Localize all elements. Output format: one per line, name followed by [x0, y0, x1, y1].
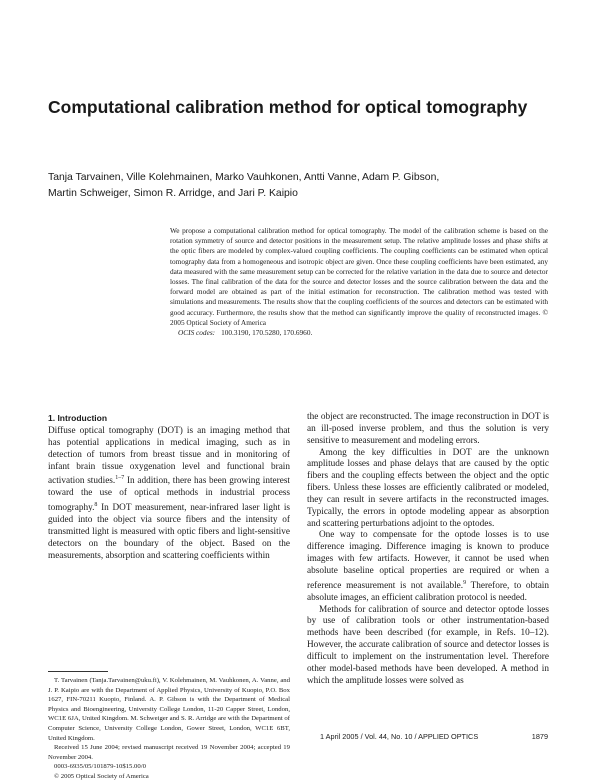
body-paragraph	[307, 530, 549, 604]
abstract	[170, 226, 548, 338]
left-column	[48, 412, 290, 562]
page-number: 1879	[531, 732, 548, 741]
ocis-codes	[170, 328, 548, 338]
footnote-copyright: © 2005 Optical Society of America	[54, 772, 149, 780]
right-column	[307, 412, 549, 687]
body-paragraph: Among the key difficulties in DOT are the unknown amplitude losses and phase delays that are caused by the optic fibers and the coupling effects between the object and the optic fibers. Unless these losses are efficiently calibrated or modeled, they can result in severe artifacts in the reconstructed images. Typically, the errors in optode modeling appear as absorption and scattering perturbations adjoint to the optodes.	[307, 447, 549, 529]
footnote-divider	[48, 671, 108, 672]
footnote	[48, 676, 290, 782]
article-code: 0003-6935/05/101879-10$15.00/0	[54, 763, 146, 771]
ocis-values: 100.3190, 170.5280, 170.6960.	[221, 328, 313, 338]
received-dates: Received 15 June 2004; revised manuscript received 19 November 2004; accepted 19 November 2004.	[48, 744, 290, 761]
intro-text-b: In addition, there has been growing interest toward the use of optical methods in industrial process tomography.	[48, 476, 290, 514]
citation-superscript: 1–7	[115, 475, 125, 482]
affiliations: T. Tarvainen (Tanja.Tarvainen@uku.fi), V. Kolehmainen, M. Vauhkonen, A. Vanne, and J. P. Kaipio are with the Department of Applied Physics, University of Kuopio, P.O. Box 1627, FIN-70211 Kuopio, Finland. A. P. Gibson is with the Department of Medical Physics and Bioengineering, University College London, 11-20 Capper Street, London, WC1E 6JA, United Kingdom. M. Schweiger and S. R. Arridge are with the Department of Computer Science, University College London, Gower Street, London, WC1E 6BT, United Kingdom.	[48, 677, 291, 742]
body-text: One way to compensate for the optode losses is to use difference imaging. Difference imaging is known to produce images with few artifacts. However, it cannot be used when absolute baseline optical properties are required or when a reference measurement is not available.	[307, 530, 549, 591]
author-line-2: Martin Schweiger, Simon R. Arridge, and Jari P. Kaipio	[48, 188, 298, 199]
journal-citation: 1 April 2005 / Vol. 44, No. 10 / APPLIED OPTICS	[320, 732, 479, 741]
intro-text-a: Diffuse optical tomography (DOT) is an imaging method that has potential applications in medical imaging, such as in detection of tumors from breast tissue and in monitoring of infant brain tissue oxygenation level and functional brain activation studies.	[48, 426, 290, 487]
body-text: Therefore, to obtain absolute images, an efficient calibration protocol is needed.	[307, 580, 550, 603]
ocis-label: OCIS codes:	[178, 328, 216, 338]
citation-superscript: 8	[94, 502, 98, 509]
citation-superscript: 9	[463, 579, 467, 586]
paper-title: Computational calibration method for optical tomography	[48, 97, 528, 117]
intro-paragraph-1	[48, 426, 290, 562]
section-heading: 1. Introduction	[48, 413, 108, 423]
page-footer	[320, 732, 548, 741]
body-paragraph: the object are reconstructed. The image reconstruction in DOT is an ill-posed inverse problem, and thus the solution is very sensitive to measurement and modeling errors.	[307, 412, 549, 446]
author-line-1: Tanja Tarvainen, Ville Kolehmainen, Marko Vauhkonen, Antti Vanne, Adam P. Gibson,	[48, 172, 440, 183]
intro-text-c: In DOT measurement, near-infrared laser light is guided into the object via source fibers and the intensity of transmitted light is measured with optic fibers and light-sensitive detectors on the boundary of the object. Based on the measurements, absorption and scattering coefficients within	[48, 503, 290, 561]
body-paragraph: Methods for calibration of source and detector optode losses by use of calibration tools or other instrumentation-based methods have been described (for example, in Refs. 10–12). However, the accurate calibration of source and detector losses is difficult to implement on the instrumentation level. Therefore other model-based methods have been developed. A method in which the amplitude losses were solved as	[307, 604, 549, 686]
author-list	[48, 170, 518, 202]
abstract-text: We propose a computational calibration method for optical tomography. The model of the calibration scheme is based on the rotation symmetry of source and detector positions in the measurement setup. The relative amplitude losses and phase shifts at the optic fibers are modeled by complex-valued coupling coefficients. The coupling coefficients can be estimated when optical tomography data from a homogeneous and isotropic object are given. Once these coupling coefficients have been estimated, any data measured with the same measurement setup can be corrected for the relative variation in the data due to source and detector losses. The final calibration of the data for the source and detector losses and the source calibration between the data and the forward model are obtained as part of the initial estimation for reconstruction. The calibration method was tested with simulations and measurements. The results show that the coupling coefficients of the sources and detectors can be estimated with good accuracy. Furthermore, the results show that the method can significantly improve the quality of reconstructed images. © 2005 Optical Society of America	[170, 226, 548, 327]
